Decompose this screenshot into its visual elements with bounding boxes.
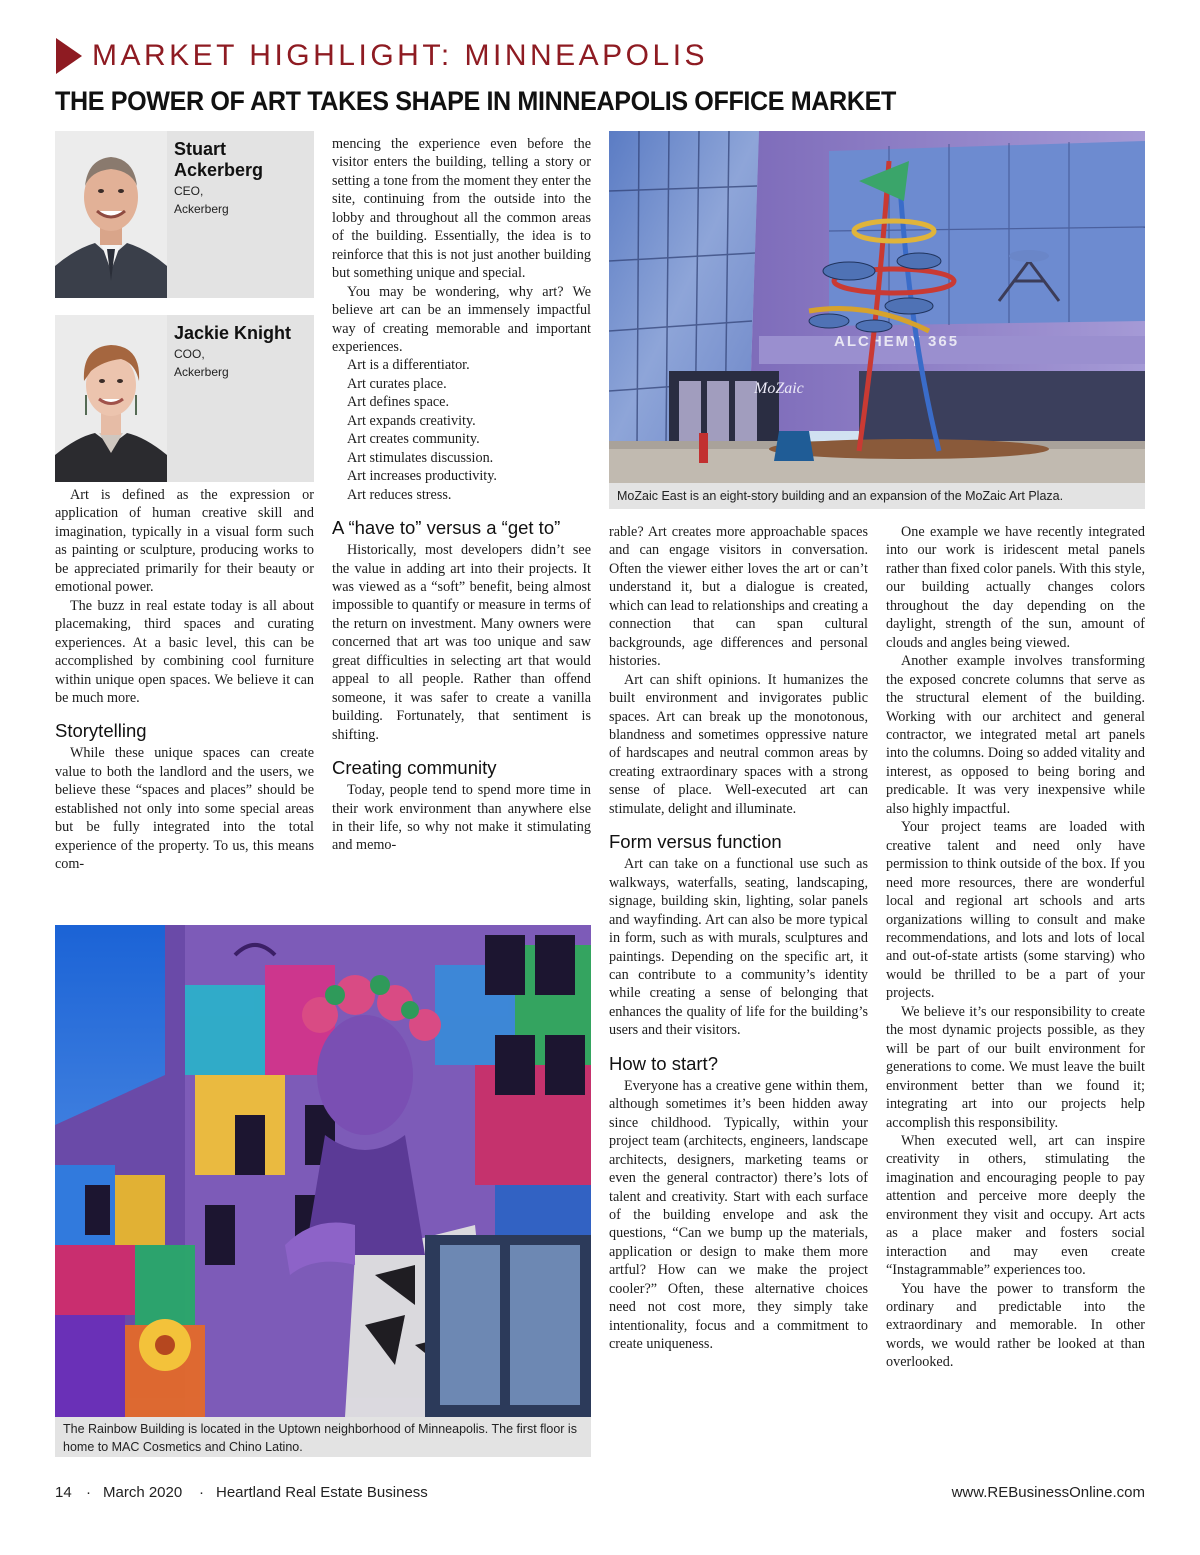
- rainbow-building-photo: [55, 925, 591, 1417]
- paragraph: The buzz in real estate today is all about placemaking, third spaces and curating experiences. At a basic level, this can be accomplished by combining cool furniture within unique open spaces. We believe it can be much more.: [55, 597, 314, 706]
- footer-separator: ·: [86, 1484, 91, 1501]
- author-company: Ackerberg: [174, 365, 229, 379]
- author-company: Ackerberg: [174, 202, 229, 216]
- section-heading-start: How to start?: [609, 1052, 718, 1074]
- author-card-jackie: [55, 315, 314, 482]
- paragraph: Your project teams are loaded with creative talent and need only have permission to think outside of the box. If you need more resources, there are wonderful local and regional art schools and arts organizations willing to consult and make recommendations, and lots and lots of local and out-of-state artists (some starving) who would be thrilled to be a part of your projects.: [886, 819, 1145, 1002]
- footer-publication: Heartland Real Estate Business: [216, 1484, 428, 1501]
- footer-separator: ·: [199, 1484, 204, 1501]
- article-column-1: [55, 486, 314, 874]
- author-name: Stuart Ackerberg: [174, 139, 264, 180]
- art-benefits-list: [332, 356, 591, 504]
- paragraph: mencing the experience even before the visitor enters the building, telling a story or setting a tone from the moment they enter the site, continuing from the outside into the lobby and throughout all the common areas of the building. Essentially, the idea is to reinforce that this is not just another building but something unique and special.: [332, 136, 591, 282]
- article-column-4: [886, 523, 1145, 1372]
- paragraph: You may be wondering, why art? We believe art can be an immensely impactful way of creating memorable and important experiences.: [332, 283, 591, 355]
- paragraph: You have the power to transform the ordinary and predictable into the extraordinary and memorable. In other words, we would rather be looked at than overlooked.: [886, 1280, 1145, 1371]
- section-heading-form: Form versus function: [609, 831, 782, 853]
- list-item: Art stimulates discussion.: [347, 449, 494, 466]
- author-title: COO,: [174, 347, 205, 361]
- paragraph: While these unique spaces can create value to both the landlord and the users, we believe these “spaces and places” should be established not only into some special areas but be fully integrated into the total experience of the property. To us, this means com-: [55, 745, 314, 873]
- paragraph: Another example involves transforming the exposed concrete columns that serve as the structural element of the building. Working with our architect and general contractor, we integrated metal art panels into the columns. Doing so added vitality and interest, as opposed to being boring and predicable. It was very inexpensive while also highly impactful.: [886, 653, 1145, 817]
- paragraph: Everyone has a creative gene within them, although sometimes it’s been hidden away since childhood. Typically, within your project team (architects, engineers, landscape architects, designers, marketing teams or even the general contractor) there’s lots of talent and creativity. Start with each surface of the building envelope and ask the questions, “Can we bump up the materials, application or design to make them more artful? How can we make the project cooler?” Often, these alternative choices need not cost more, they simply take intentionality, focus and a commitment to create uniqueness.: [609, 1077, 868, 1353]
- author-title: CEO,: [174, 184, 204, 198]
- article-column-3: [609, 523, 868, 1354]
- footer-website-link[interactable]: www.REBusinessOnline.com: [951, 1484, 1145, 1501]
- list-item: Art curates place.: [347, 375, 447, 392]
- alchemy-sign-text: ALCHEMY 365: [834, 333, 960, 350]
- paragraph: One example we have recently integrated into our work is iridescent metal panels rather than fixed color panels. With this style, our building actually changes colors throughout the day depending on the daylight, strength of the sun, amount of clouds and angles being viewed.: [886, 524, 1145, 651]
- section-heading-have-to: A “have to” versus a “get to”: [332, 517, 561, 539]
- paragraph: Today, people tend to spend more time in their work environment than anywhere else in their life, so why not make it stimulating and memo-: [332, 782, 591, 854]
- paragraph: Art can take on a functional use such as walkways, waterfalls, seating, landscaping, signage, building skin, lighting, solar panels and wayfinding. Art can also be more typical in form, such as with murals, sculptures and paintings. Depending on the specific art, it can contribute to a community’s identity while creating a sense of belonging that enhances the quality of life for the building’s users and their visitors.: [609, 856, 868, 1039]
- paragraph: Historically, most developers didn’t see the value in adding art into their projects. It was viewed as a “soft” benefit, being almost impossible to quantify or measure in terms of the return on investment. Many owners were concerned that art was too unique and saw great difficulties in selecting art that would appeal to all people. Rather than offend someone, it was safer to create a vanilla building. Fortunately, that sentiment is shifting.: [332, 542, 591, 743]
- page-headline: THE POWER OF ART TAKES SHAPE IN MINNEAPOLIS OFFICE MARKET: [55, 86, 896, 116]
- list-item: Art defines space.: [347, 394, 450, 411]
- list-item: Art reduces stress.: [347, 486, 452, 503]
- section-heading-storytelling: Storytelling: [55, 720, 147, 742]
- section-heading-community: Creating community: [332, 757, 497, 779]
- list-item: Art is a differentiator.: [347, 357, 470, 374]
- mozaic-east-photo: [609, 131, 1145, 483]
- kicker-arrow-icon: [56, 38, 82, 74]
- article-column-2: [332, 135, 591, 855]
- list-item: Art creates community.: [347, 431, 480, 448]
- footer-issue-date: March 2020: [103, 1484, 183, 1501]
- footer-page-number: 14: [55, 1484, 72, 1501]
- paragraph: We believe it’s our responsibility to create the most dynamic projects possible, as they will be part of our built environment for generations to come. We must leave the built environment better than we found it; integrating art into our projects help accomplish this responsibility.: [886, 1003, 1145, 1131]
- paragraph: Art can shift opinions. It humanizes the built environment and invigorates public spaces. Art can break up the monotonous, blandness and sometimes oppressive nature of hardscapes and neutral common areas by creating extraordinary spaces with a strong sense of place. Well-executed art can stimulate, delight and illuminate.: [609, 671, 868, 817]
- paragraph: rable? Art creates more approachable spaces and can engage visitors in conversation. Often the viewer either loves the art or can’t understand it, but a dialogue is created, which can lead to relationships and creating a connection that can span cultural backgrounds, age differences and personal histories.: [609, 524, 868, 670]
- list-item: Art expands creativity.: [347, 412, 476, 429]
- author-photo-jackie: [55, 315, 167, 482]
- mozaic-logo-text: MoZaic: [754, 380, 804, 397]
- author-photo-stuart: [55, 131, 167, 298]
- mozaic-photo-caption: MoZaic East is an eight-story building and an expansion of the MoZaic Art Plaza.: [609, 483, 1145, 509]
- rainbow-photo-caption: The Rainbow Building is located in the Uptown neighborhood of Minneapolis. The first floor is home to MAC Cosmetics and Chino Latino.: [55, 1417, 591, 1457]
- paragraph: Art is defined as the expression or application of human creative skill and imagination, typically in a visual form such as painting or sculpture, producing works to be appreciated primarily for their beauty or emotional power.: [55, 487, 314, 596]
- author-name: Jackie Knight: [174, 323, 292, 343]
- section-kicker: MARKET HIGHLIGHT: MINNEAPOLIS: [92, 39, 709, 72]
- paragraph: When executed well, art can inspire creativity in others, stimulating the imagination and encouraging people to pay attention and perceive more deeply the environment they visit and occupy. Art acts as a place maker and fosters social interaction and may even create “Instagrammable” experiences too.: [886, 1132, 1145, 1279]
- author-card-stuart: [55, 131, 314, 298]
- list-item: Art increases productivity.: [347, 468, 497, 485]
